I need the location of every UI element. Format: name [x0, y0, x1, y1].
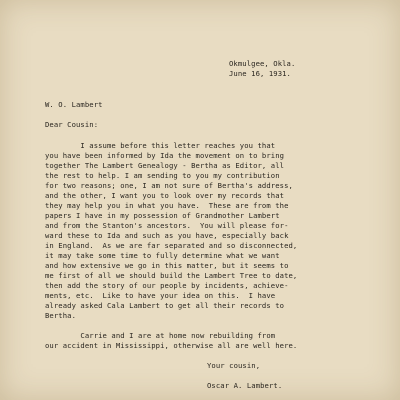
body-line: it may take some time to fully determine what we want: [45, 251, 280, 260]
body-line: Carrie and I are at home now rebuilding from: [45, 331, 276, 340]
letter-place: Okmulgee, Okla.: [229, 59, 296, 68]
body-line: me first of all we should build the Lambert Tree to date,: [45, 271, 298, 280]
body-line: the rest to help. I am sending to you my contribution: [45, 171, 280, 180]
body-line: I assume before this letter reaches you that: [45, 141, 276, 150]
body-line: ward these to Ida and such as you have, especially back: [45, 231, 289, 240]
recipient-name: W. O. Lambert: [45, 100, 103, 109]
body-line: in England. As we are far separated and so disconnected,: [45, 241, 298, 250]
body-line: they may help you in what you have. These are from the: [45, 201, 289, 210]
body-line: already asked Cala Lambert to get all their records to: [45, 301, 285, 310]
body-line: then add the story of our people by incidents, achieve-: [45, 281, 289, 290]
body-line: our accident in Mississippi, otherwise all are well here.: [45, 341, 298, 350]
body-line: and how extensive we go in this matter, but it seems to: [45, 261, 289, 270]
body-line: for two reasons; one, I am not sure of Bertha's address,: [45, 181, 293, 190]
body-line: papers I have in my possession of Grandmother Lambert: [45, 211, 280, 220]
salutation: Dear Cousin:: [45, 120, 99, 129]
body-line: together The Lambert Genealogy - Bertha as Editor, all: [45, 161, 285, 170]
body-line: ments, etc. Like to have your idea on this. I have: [45, 291, 276, 300]
letter-date: June 16, 1931.: [229, 69, 291, 78]
body-line: and from the Stanton's ancestors. You will please for-: [45, 221, 289, 230]
body-line: you have been informed by Ida the movement on to bring: [45, 151, 285, 160]
typed-signature: Oscar A. Lambert.: [207, 381, 283, 390]
body-line: and the other, I want you to look over my records that: [45, 191, 285, 200]
closing: Your cousin,: [207, 361, 261, 370]
body-line: Bertha.: [45, 311, 76, 320]
